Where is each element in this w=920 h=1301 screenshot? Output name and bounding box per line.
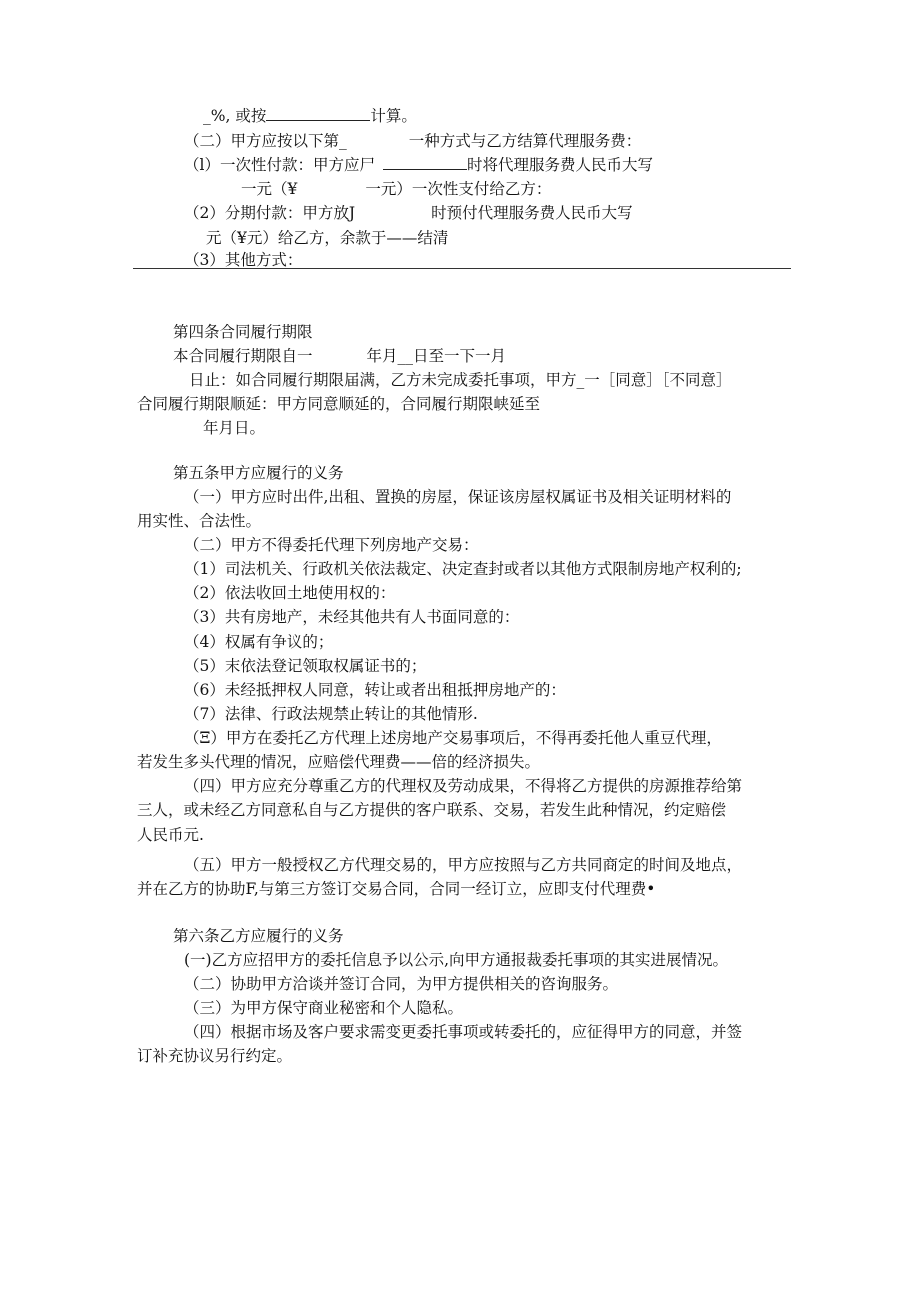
payment-line-3-a: （l）一次性付款：甲方应尸 <box>184 156 375 174</box>
article-5-line-3: （二）甲方不得委托代理下列房地产交易： <box>184 536 479 554</box>
article-5-line-1: （一）甲方应时出件,出租、置换的房屋，保证该房屋权属证书及相关证明材料的 <box>184 488 732 506</box>
blank-underline <box>383 155 467 170</box>
payment-line-2-b: 一种方式与乙方结算代理服务费： <box>408 132 642 150</box>
blank-underline <box>266 106 370 121</box>
article-6-title: 第六条乙方应履行的义务 <box>173 927 344 945</box>
payment-line-4 <box>241 179 551 199</box>
article-4-line-2: 日止：如合同履行期限届满，乙方未完成委托事项，甲方_一［同意］［不同意］ <box>189 371 732 389</box>
payment-line-1-a: _%, 或按 <box>203 107 267 125</box>
article-5-line-4: （1）司法机关、行政机关依法裁定、决定查封或者以其他方式限制房地产权利的; <box>184 560 742 578</box>
payment-line-7 <box>184 250 302 270</box>
article-5-line-13: （四）甲方应充分尊重乙方的代理权及劳动成果，不得将乙方提供的房源推荐给第 <box>184 777 743 795</box>
article-4-line-3: 合同履行期限顺延：甲方同意顺延的，合同履行期限峡延至 <box>137 395 541 413</box>
article-5-line-11: （Ξ）甲方在委托乙方代理上述房地产交易事项后，不得再委托他人重豆代理， <box>184 729 722 747</box>
article-4-line-1 <box>173 346 506 366</box>
article-5-line-12: 若发生多头代理的情况，应赔偿代理费——倍的经济损失。 <box>137 753 541 771</box>
article-5-line-6: （3）共有房地产，未经其他共有人书面同意的： <box>184 608 520 626</box>
article-6-line-1: (一)乙方应招甲方的委托信息予以公示,向甲方通报裁委托事项的其实进展情况。 <box>184 951 729 969</box>
payment-line-2-a: （二）甲方应按以下第_ <box>184 132 347 150</box>
payment-line-1-b: 计算。 <box>370 107 417 125</box>
payment-line-5-a: （2）分期付款：甲方放J <box>184 204 356 222</box>
article-5-line-14: 三人，或未经乙方同意私自与乙方提供的客户联系、交易，若发生此种情况，约定赔偿 <box>137 801 727 819</box>
article-4-line-4: 年月日。 <box>203 419 266 437</box>
payment-line-5-b: 时预付代理服务费人民币大写 <box>431 204 633 222</box>
article-5-line-10: （7）法律、行政法规禁止转让的其他情形. <box>184 705 478 723</box>
article-4-line-1-a: 本合同履行期限自一 <box>173 347 313 365</box>
article-5-line-16: （五）甲方一般授权乙方代理交易的，甲方应按照与乙方共同商定的时间及地点， <box>184 856 743 874</box>
article-6-line-4: （四）根据市场及客户要求需变更委托事项或转委托的，应征得甲方的同意，并签 <box>184 1023 743 1041</box>
payment-line-3 <box>184 155 653 175</box>
section-divider <box>133 268 791 269</box>
article-5-line-9: （6）未经抵押权人同意，转让或者出租抵押房地产的： <box>184 681 566 699</box>
article-6-line-5: 订补充协议另行约定。 <box>137 1047 293 1065</box>
payment-line-4-a: 一元（¥ <box>241 180 298 198</box>
payment-line-6 <box>206 228 448 248</box>
article-5-line-8: （5）末依法登记领取权属证书的； <box>184 657 427 675</box>
article-5-title: 第五条甲方应履行的义务 <box>173 464 344 482</box>
article-4-title: 第四条合同履行期限 <box>173 323 313 341</box>
article-4-line-1-b: 年月__日至一下一月 <box>366 347 507 365</box>
article-5-line-17: 并在乙方的协助F,与第三方签订交易合同，合同一经订立，应即支付代理费• <box>137 880 656 898</box>
article-5-line-7: （4）权属有争议的； <box>184 633 334 651</box>
payment-line-5 <box>184 203 633 223</box>
payment-line-1 <box>203 106 417 126</box>
article-5-line-15: 人民币元. <box>137 826 204 844</box>
payment-line-6-text: 元（¥元）给乙方，余款于——结清 <box>206 229 449 247</box>
payment-line-4-b: 一元）一次性支付给乙方： <box>365 180 552 198</box>
article-6-line-3: （三）为甲方保守商业秘密和个人隐私。 <box>184 999 464 1017</box>
payment-line-3-b: 时将代理服务费人民币大写 <box>466 156 653 174</box>
article-6-line-2: （二）协助甲方洽谈并签订合同，为甲方提供相关的咨询服务。 <box>184 975 619 993</box>
payment-line-7-text: （3）其他方式： <box>184 251 303 269</box>
article-5-line-2: 用实性、合法性。 <box>137 512 262 530</box>
payment-line-2 <box>184 131 641 151</box>
article-5-line-5: （2）依法收回土地使用权的： <box>184 584 396 602</box>
